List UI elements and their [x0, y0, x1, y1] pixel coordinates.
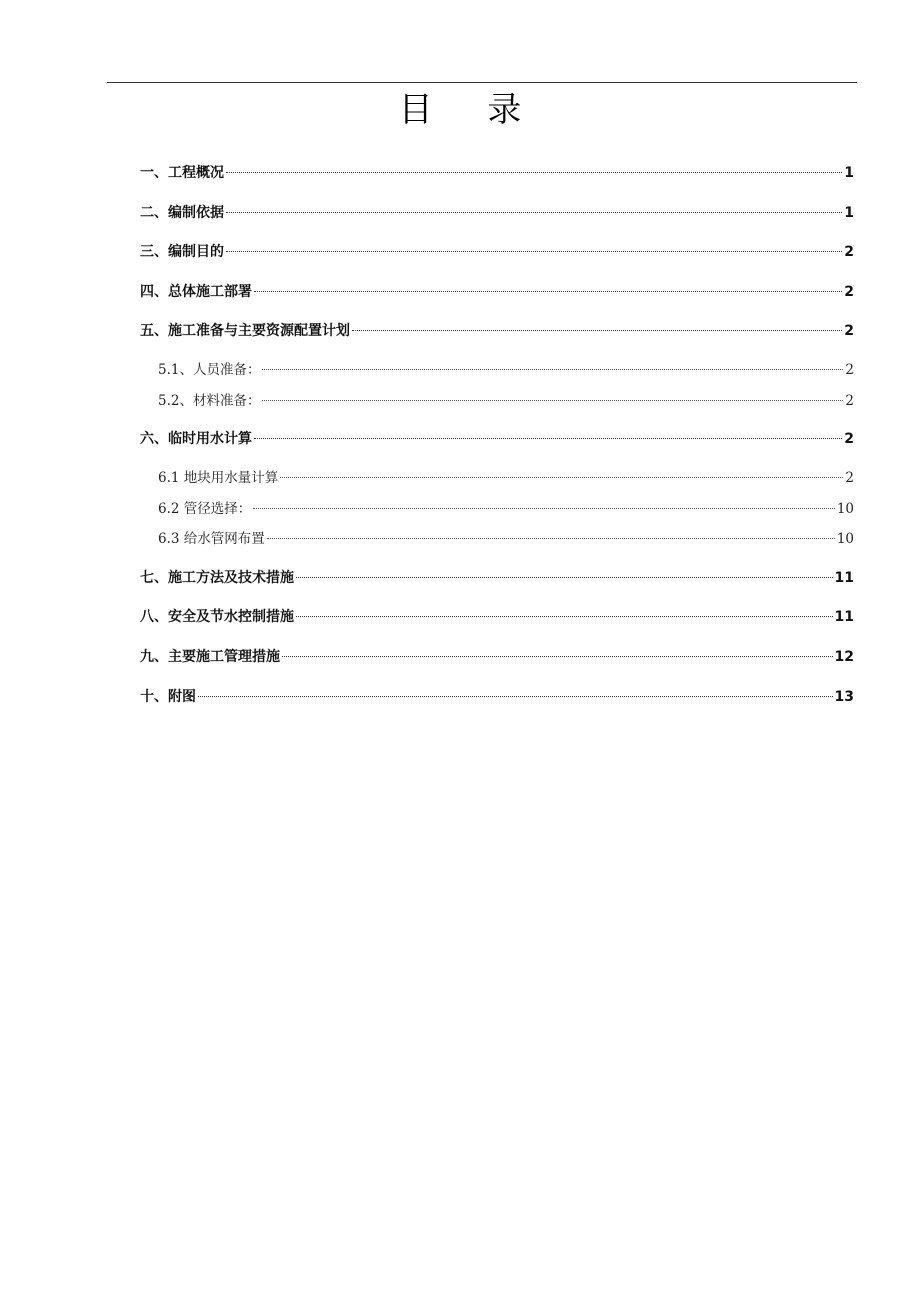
toc-dot-leader [254, 438, 842, 439]
toc-page-number: 13 [834, 689, 854, 705]
toc-entry[interactable] [158, 359, 854, 381]
header-rule [107, 82, 857, 83]
toc-entry[interactable] [140, 606, 854, 628]
toc-dot-leader [267, 538, 835, 539]
toc-entry-text: 6.3 给水管网布置 [158, 531, 265, 547]
toc-dot-leader [226, 212, 842, 213]
toc-entry-text: 6.1 地块用水量计算 [158, 470, 279, 486]
toc-entry-text: 九、主要施工管理措施 [140, 649, 280, 665]
toc-entry-text: 5.1、人员准备： [158, 362, 261, 378]
toc-entry-text: 五、施工准备与主要资源配置计划 [140, 323, 350, 339]
toc-entry[interactable] [158, 528, 854, 550]
toc-dot-leader [226, 251, 842, 252]
toc-entry[interactable] [140, 202, 854, 224]
toc-dot-leader [282, 656, 833, 657]
toc-entry-text: 一、工程概况 [140, 165, 224, 181]
toc-entry-text: 三、编制目的 [140, 244, 224, 260]
toc-dot-leader [352, 330, 842, 331]
toc-page-number: 2 [844, 284, 854, 300]
toc-entry[interactable] [140, 281, 854, 303]
toc-entry[interactable] [140, 646, 854, 668]
toc-dot-leader [296, 616, 833, 617]
toc-dot-leader [253, 508, 835, 509]
toc-entry[interactable] [140, 241, 854, 263]
toc-entry[interactable] [140, 320, 854, 342]
toc-dot-leader [198, 696, 833, 697]
toc-dot-leader [296, 577, 833, 578]
toc-page-number: 1 [844, 205, 854, 221]
toc-page-number: 1 [844, 165, 854, 181]
toc-dot-leader [226, 172, 842, 173]
toc-dot-leader [254, 291, 842, 292]
toc-page-number: 10 [836, 531, 854, 547]
toc-entry-text: 四、总体施工部署 [140, 284, 252, 300]
toc-page-number: 10 [836, 501, 854, 517]
toc-page-number: 11 [834, 570, 854, 586]
toc-page-number: 12 [834, 649, 854, 665]
toc-entry[interactable] [158, 498, 854, 520]
toc-page-number: 2 [844, 431, 854, 447]
toc-entry-text: 八、安全及节水控制措施 [140, 609, 294, 625]
toc-entry-text: 六、临时用水计算 [140, 431, 252, 447]
toc-page-number: 2 [844, 323, 854, 339]
toc-entry[interactable] [140, 686, 854, 708]
toc-dot-leader [280, 477, 843, 478]
toc-entry[interactable] [140, 162, 854, 184]
toc-page-number: 2 [845, 362, 854, 378]
toc-page-number: 2 [844, 244, 854, 260]
toc-entry[interactable] [158, 390, 854, 412]
toc-entry[interactable] [158, 467, 854, 489]
toc-entry-text: 十、附图 [140, 689, 196, 705]
toc-entry-text: 6.2 管径选择： [158, 501, 252, 517]
toc-page-number: 2 [845, 470, 854, 486]
toc-entry[interactable] [140, 428, 854, 450]
toc-dot-leader [262, 369, 843, 370]
toc-page-number: 11 [834, 609, 854, 625]
toc-entry-text: 七、施工方法及技术措施 [140, 570, 294, 586]
toc-entry[interactable] [140, 567, 854, 589]
toc-page-number: 2 [845, 393, 854, 409]
toc-title: 目 录 [398, 90, 544, 130]
toc-dot-leader [262, 400, 843, 401]
toc-entry-text: 二、编制依据 [140, 205, 224, 221]
toc-entry-text: 5.2、材料准备： [158, 393, 261, 409]
